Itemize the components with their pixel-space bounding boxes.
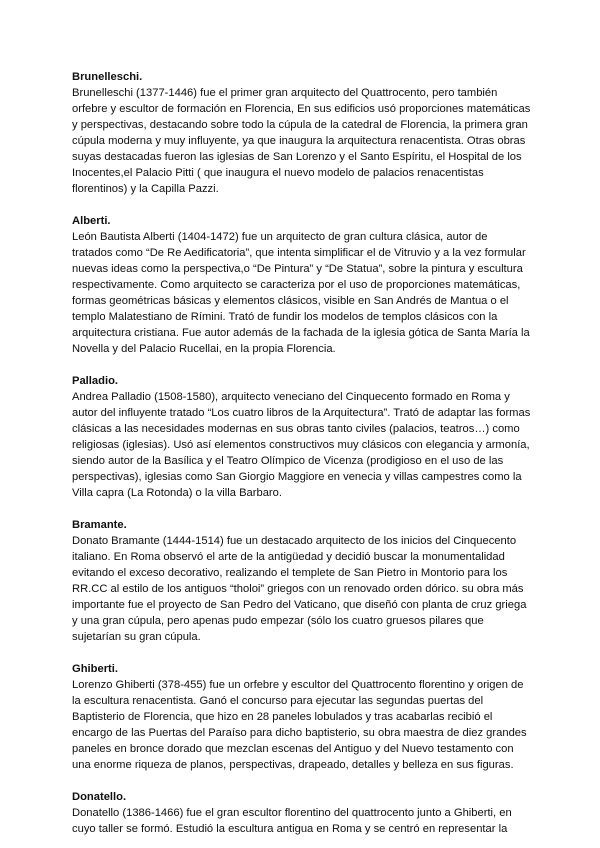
paragraph-line: la escultura renacentista. Ganó el concurso para ejecutar las segundas puertas del [72,695,484,707]
section-alberti [72,213,534,357]
paragraph-line: Andrea Palladio (1508-1580), arquitecto veneciano del Cinquecento formado en Roma y [72,391,510,403]
paragraph-line: formas geométricas básicas y elementos clásicos, visible en San Andrés de Mantua o el [72,295,509,307]
section-heading: Donatello. [72,791,127,803]
paragraph-line: encargo de las Puertas del Paraíso para dicho baptisterio, su obra maestra de diez grandes [72,727,527,739]
document-body [72,69,534,848]
paragraph-line: religiosas (iglesias). Usó así elementos constructivos muy clásicos con elegancia y armonía, [72,439,530,451]
section-palladio [72,373,534,501]
paragraph-line: Villa capra (La Rotonda) o la villa Barbaro. [72,487,282,499]
paragraph-line: autor del influyente tratado “Los cuatro libros de la Arquitectura”. Trató de adaptar las formas [72,407,531,419]
paragraph-line: nuevas ideas como la perspectiva,o “De Pintura” y “De Statua”, sobre la pintura y escultura [72,263,523,275]
paragraph-line: Inocentes,el Palacio Pitti ( que inaugura el nuevo modelo de palacios renacentistas [72,167,484,179]
paragraph-line: paneles en bronce dorado que mezclan escenas del Antiguo y del Nuevo testamento con [72,743,514,755]
paragraph-line: y perspectivas, destacando sobre todo la cúpula de la catedral de Florencia, la primera gran [72,119,528,131]
paragraph-line: León Bautista Alberti (1404-1472) fue un arquitecto de gran cultura clásica, autor de [72,231,488,243]
paragraph-line: templo Malatestiano de Rímini. Trató de fundir los modelos de templos clásicos con la [72,311,498,323]
paragraph-line: arquitectura cristiana. Fue autor además de la fachada de la iglesia gótica de Santa María la [72,327,530,339]
paragraph-line: Lorenzo Ghiberti (378-455) fue un orfebre y escultor del Quattrocento florentino y origen de [72,679,524,691]
paragraph-line: sujetarían su gran cúpula. [72,631,201,643]
paragraph-line: evitando el exceso decorativo, realizando el templete de San Pietro in Montorio para los [72,567,508,579]
paragraph-line: siendo autor de la Basílica y el Teatro Olímpico de Vicenza (prodigioso en el uso de las [72,455,504,467]
paragraph-line: cuyo taller se formó. Estudió la escultura antigua en Roma y se centró en representar la [72,823,508,835]
section-heading: Palladio. [72,375,119,387]
section-ghiberti [72,661,534,773]
section-donatello [72,789,534,837]
paragraph-line: cúpula moderna y muy influyente, ya que inaugura la arquitectura renacentista. Otras obras [72,135,526,147]
paragraph-line: florentinos) y la Capilla Pazzi. [72,183,219,195]
paragraph-line: Novella y del Palacio Rucellai, en la propia Florencia. [72,343,336,355]
section-heading: Ghiberti. [72,663,118,675]
section-heading: Bramante. [72,519,127,531]
paragraph-line: una enorme riqueza de planos, perspectivas, drapeado, detalles y belleza en sus figuras. [72,759,514,771]
paragraph-line: italiano. En Roma observó el arte de la antigüedad y decidió buscar la monumentalidad [72,551,505,563]
paragraph-line: respectivamente. Como arquitecto se caracteriza por el uso de proporciones matemáticas, [72,279,521,291]
paragraph-line: RR.CC al estilo de los antiguos “tholoi” griegos con un renovado orden dórico. su obra más [72,583,524,595]
paragraph-line: Baptisterio de Florencia, que hizo en 28 paneles lobulados y tras acabarlas recibió el [72,711,493,723]
paragraph-line: importante fue el proyecto de San Pedro del Vaticano, que diseñó con planta de cruz griega [72,599,527,611]
section-brunelleschi [72,69,534,197]
paragraph-line: y una gran cúpula, pero apenas pudo empezar (sólo los cuatro gruesos pilares que [72,615,484,627]
paragraph-line: Brunelleschi (1377-1446) fue el primer gran arquitecto del Quattrocento, pero también [72,87,498,99]
paragraph-line: suyas destacadas fueron las iglesias de San Lorenzo y el Santo Espíritu, el Hospital de los [72,151,522,163]
paragraph-line: perspectivas), iglesias como San Giorgio Maggiore en venecia y villas campestres como la [72,471,522,483]
paragraph-line: orfebre y escultor de formación en Florencia, En sus edificios usó proporciones matemáticas [72,103,531,115]
section-bramante [72,517,534,645]
paragraph-line: tratados como “De Re Aedificatoria”, que intenta simplificar el de Vitruvio y a la vez formular [72,247,526,259]
paragraph-line: clásicas a las necesidades modernas en sus obras tanto civiles (palacios, teatros…) como [72,423,520,435]
section-heading: Alberti. [72,215,111,227]
section-heading: Brunelleschi. [72,71,143,83]
paragraph-line: Donato Bramante (1444-1514) fue un destacado arquitecto de los inicios del Cinquecento [72,535,517,547]
paragraph-line: Donatello (1386-1466) fue el gran escultor florentino del quattrocento junto a Ghiberti, en [72,807,512,819]
